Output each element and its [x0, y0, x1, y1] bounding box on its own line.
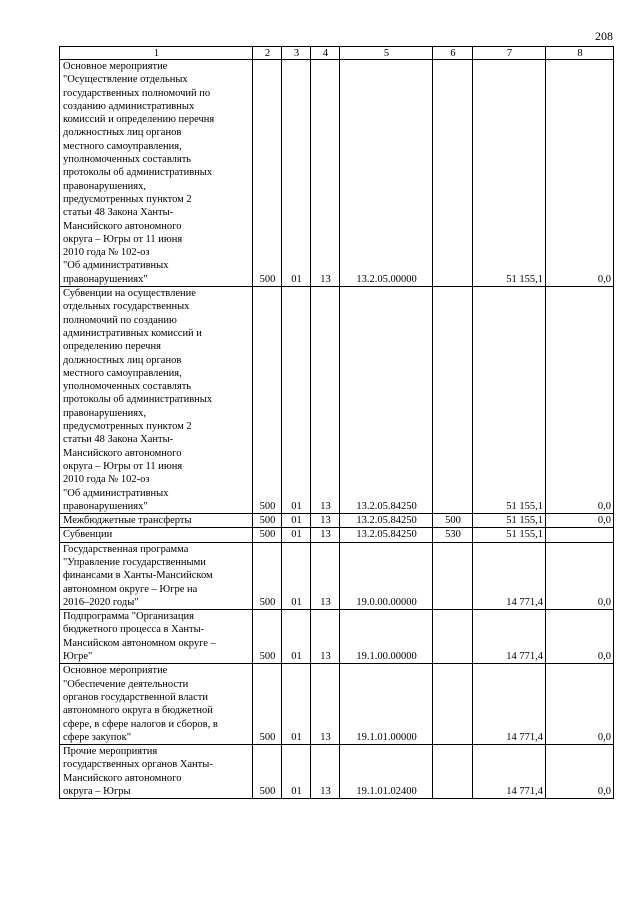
column-header: 3 — [282, 47, 311, 60]
cell-amount: 14 771,4 — [473, 610, 546, 664]
row-name: Субвенции — [60, 528, 253, 542]
table-row — [60, 745, 614, 799]
page-number: 208 — [595, 29, 613, 43]
cell-amount: 51 155,1 — [473, 287, 546, 514]
row-name: Межбюджетные трансферты — [60, 514, 253, 528]
cell-amount: 14 771,4 — [473, 745, 546, 799]
cell-admin-code: 500 — [253, 745, 282, 799]
cell-subsection: 13 — [311, 287, 340, 514]
cell-section: 01 — [282, 610, 311, 664]
cell-amount: 51 155,1 — [473, 528, 546, 542]
row-name: Государственная программа "Управление государственными финансами в Ханты-Мансийском автономном округе – Югре на 2016–2020 годы" — [60, 542, 253, 609]
column-header: 7 — [473, 47, 546, 60]
column-header: 2 — [253, 47, 282, 60]
cell-subsection: 13 — [311, 610, 340, 664]
cell-target-article: 13.2.05.84250 — [340, 287, 433, 514]
cell-amount: 51 155,1 — [473, 514, 546, 528]
table-row — [60, 514, 614, 528]
table-row — [60, 60, 614, 287]
cell-expense-type — [433, 287, 473, 514]
column-number-row — [60, 47, 614, 60]
column-header: 6 — [433, 47, 473, 60]
cell-expense-type: 500 — [433, 514, 473, 528]
column-header: 5 — [340, 47, 433, 60]
cell-federal-amount: 0,0 — [546, 60, 614, 287]
cell-section: 01 — [282, 528, 311, 542]
cell-expense-type — [433, 664, 473, 745]
row-name: Подпрограмма "Организация бюджетного процесса в Ханты- Мансийском автономном округе – Югре" — [60, 610, 253, 664]
cell-subsection: 13 — [311, 542, 340, 609]
cell-target-article: 13.2.05.00000 — [340, 60, 433, 287]
cell-admin-code: 500 — [253, 528, 282, 542]
cell-target-article: 13.2.05.84250 — [340, 514, 433, 528]
table-row — [60, 528, 614, 542]
cell-section: 01 — [282, 745, 311, 799]
cell-amount: 14 771,4 — [473, 664, 546, 745]
cell-admin-code: 500 — [253, 60, 282, 287]
cell-expense-type — [433, 745, 473, 799]
cell-admin-code: 500 — [253, 514, 282, 528]
cell-section: 01 — [282, 514, 311, 528]
cell-section: 01 — [282, 542, 311, 609]
cell-target-article: 19.0.00.00000 — [340, 542, 433, 609]
cell-federal-amount: 0,0 — [546, 542, 614, 609]
cell-subsection: 13 — [311, 664, 340, 745]
cell-federal-amount: 0,0 — [546, 610, 614, 664]
cell-federal-amount — [546, 528, 614, 542]
cell-target-article: 19.1.00.00000 — [340, 610, 433, 664]
column-header: 8 — [546, 47, 614, 60]
row-name: Прочие мероприятия государственных органов Ханты- Мансийского автономного округа – Югры — [60, 745, 253, 799]
budget-table — [59, 46, 614, 799]
cell-subsection: 13 — [311, 745, 340, 799]
cell-admin-code: 500 — [253, 664, 282, 745]
column-header: 1 — [60, 47, 253, 60]
row-name: Основное мероприятие "Осуществление отдельных государственных полномочий по созданию административных комиссий и определению перечня должностных лиц органов местного самоуправления, уполномоченных составлять протоколы об административных правонарушениях, предусмотренных пунктом 2 статьи 48 Закона Ханты- Мансийского автономного округа – Югры от 11 июня 2010 года № 102-оз "Об административных правонарушениях" — [60, 60, 253, 287]
cell-subsection: 13 — [311, 60, 340, 287]
cell-expense-type — [433, 60, 473, 287]
cell-amount: 14 771,4 — [473, 542, 546, 609]
cell-admin-code: 500 — [253, 610, 282, 664]
cell-expense-type — [433, 610, 473, 664]
cell-admin-code: 500 — [253, 542, 282, 609]
cell-federal-amount: 0,0 — [546, 514, 614, 528]
row-name: Основное мероприятие "Обеспечение деятельности органов государственной власти автономного округа в бюджетной сфере, в сфере налогов и сборов, в сфере закупок" — [60, 664, 253, 745]
cell-admin-code: 500 — [253, 287, 282, 514]
table-row — [60, 287, 614, 514]
cell-section: 01 — [282, 287, 311, 514]
row-name: Субвенции на осуществление отдельных государственных полномочий по созданию административных комиссий и определению перечня должностных лиц органов местного самоуправления, уполномоченных составлять протоколы об административных правонарушениях, предусмотренных пунктом 2 статьи 48 Закона Ханты- Мансийского автономного округа – Югры от 11 июня 2010 года № 102-оз "Об административных правонарушениях" — [60, 287, 253, 514]
cell-expense-type: 530 — [433, 528, 473, 542]
column-header: 4 — [311, 47, 340, 60]
cell-subsection: 13 — [311, 528, 340, 542]
cell-expense-type — [433, 542, 473, 609]
cell-section: 01 — [282, 60, 311, 287]
cell-federal-amount: 0,0 — [546, 287, 614, 514]
cell-subsection: 13 — [311, 514, 340, 528]
cell-target-article: 19.1.01.00000 — [340, 664, 433, 745]
cell-section: 01 — [282, 664, 311, 745]
table-row — [60, 664, 614, 745]
cell-federal-amount: 0,0 — [546, 664, 614, 745]
table-row — [60, 610, 614, 664]
cell-federal-amount: 0,0 — [546, 745, 614, 799]
table-row — [60, 542, 614, 609]
cell-target-article: 19.1.01.02400 — [340, 745, 433, 799]
cell-target-article: 13.2.05.84250 — [340, 528, 433, 542]
cell-amount: 51 155,1 — [473, 60, 546, 287]
